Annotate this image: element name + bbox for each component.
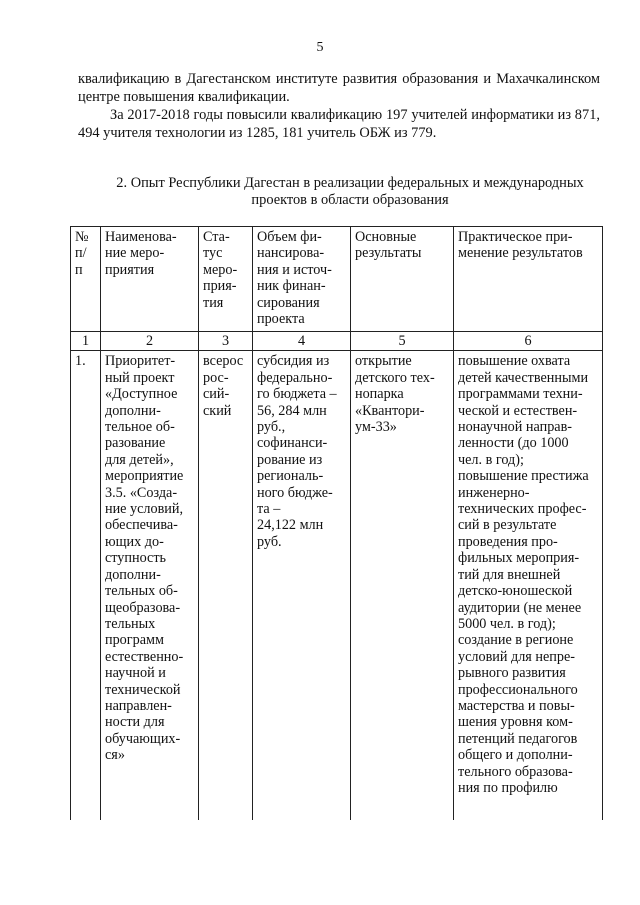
projects-table — [70, 226, 603, 820]
row-application: повышение охвата детей качественными программами техни- ческой и естествен- нонаучной направ- ленности (до 1000 чел. в год); повышение престижа инженерно- технических профес- сий в результате проведения про- фильных мероприя- тий для внешней детско-юношеской аудитории (не менее 5000 чел. в год); создание в регионе условий для непре- рывного развития профессионального мастерства и повы- шения уровня ком- петенций педагогов общего и дополни- тельного образова- ния по профилю — [454, 351, 603, 821]
header-funding: Объем фи- нансирова- ния и источ- ник финан- сирования проекта — [253, 227, 351, 332]
column-number: 4 — [253, 332, 351, 351]
header-event-name: Наименова- ние меро- приятия — [101, 227, 199, 332]
row-funding: субсидия из федерально- го бюджета – 56, 284 млн руб., софинанси- рование из региональ- ного бюдже- та – 24,122 млн руб. — [253, 351, 351, 821]
header-results: Основные результаты — [351, 227, 454, 332]
column-number: 5 — [351, 332, 454, 351]
page-number: 5 — [316, 40, 324, 55]
header-status: Ста- тус меро- прия- тия — [199, 227, 253, 332]
table-column-numbers-row — [71, 332, 603, 351]
column-number: 2 — [101, 332, 199, 351]
header-application: Практическое при- менение результатов — [454, 227, 603, 332]
body-paragraph-1: квалификацию в Дагестанском институте развития образования и Махачкалинском центре повышения квалификации. — [78, 71, 600, 105]
header-number: № п/ п — [71, 227, 101, 332]
column-number: 6 — [454, 332, 603, 351]
row-status: всерос рос- сий- ский — [199, 351, 253, 821]
column-number: 1 — [71, 332, 101, 351]
table-row — [71, 351, 603, 821]
section-title: 2. Опыт Республики Дагестан в реализации федеральных и международных проектов в области образования — [116, 175, 584, 208]
body-paragraph-2: За 2017-2018 годы повысили квалификацию 197 учителей информатики из 871, 494 учителя технологии из 1285, 181 учитель ОБЖ из 779. — [78, 107, 600, 141]
row-number: 1. — [71, 351, 101, 821]
row-event-name: Приоритет- ный проект «Доступное дополни- тельное об- разование для детей», мероприятие 3.5. «Созда- ние условий, обеспечива- ющих до- ступность дополни- тельных об- щеобразова- тельных программ естественно- научной и технической направлен- ности для обучающих- ся» — [101, 351, 199, 821]
table-header-row — [71, 227, 603, 332]
column-number: 3 — [199, 332, 253, 351]
row-results: открытие детского тех- нопарка «Квантори- ум-33» — [351, 351, 454, 821]
